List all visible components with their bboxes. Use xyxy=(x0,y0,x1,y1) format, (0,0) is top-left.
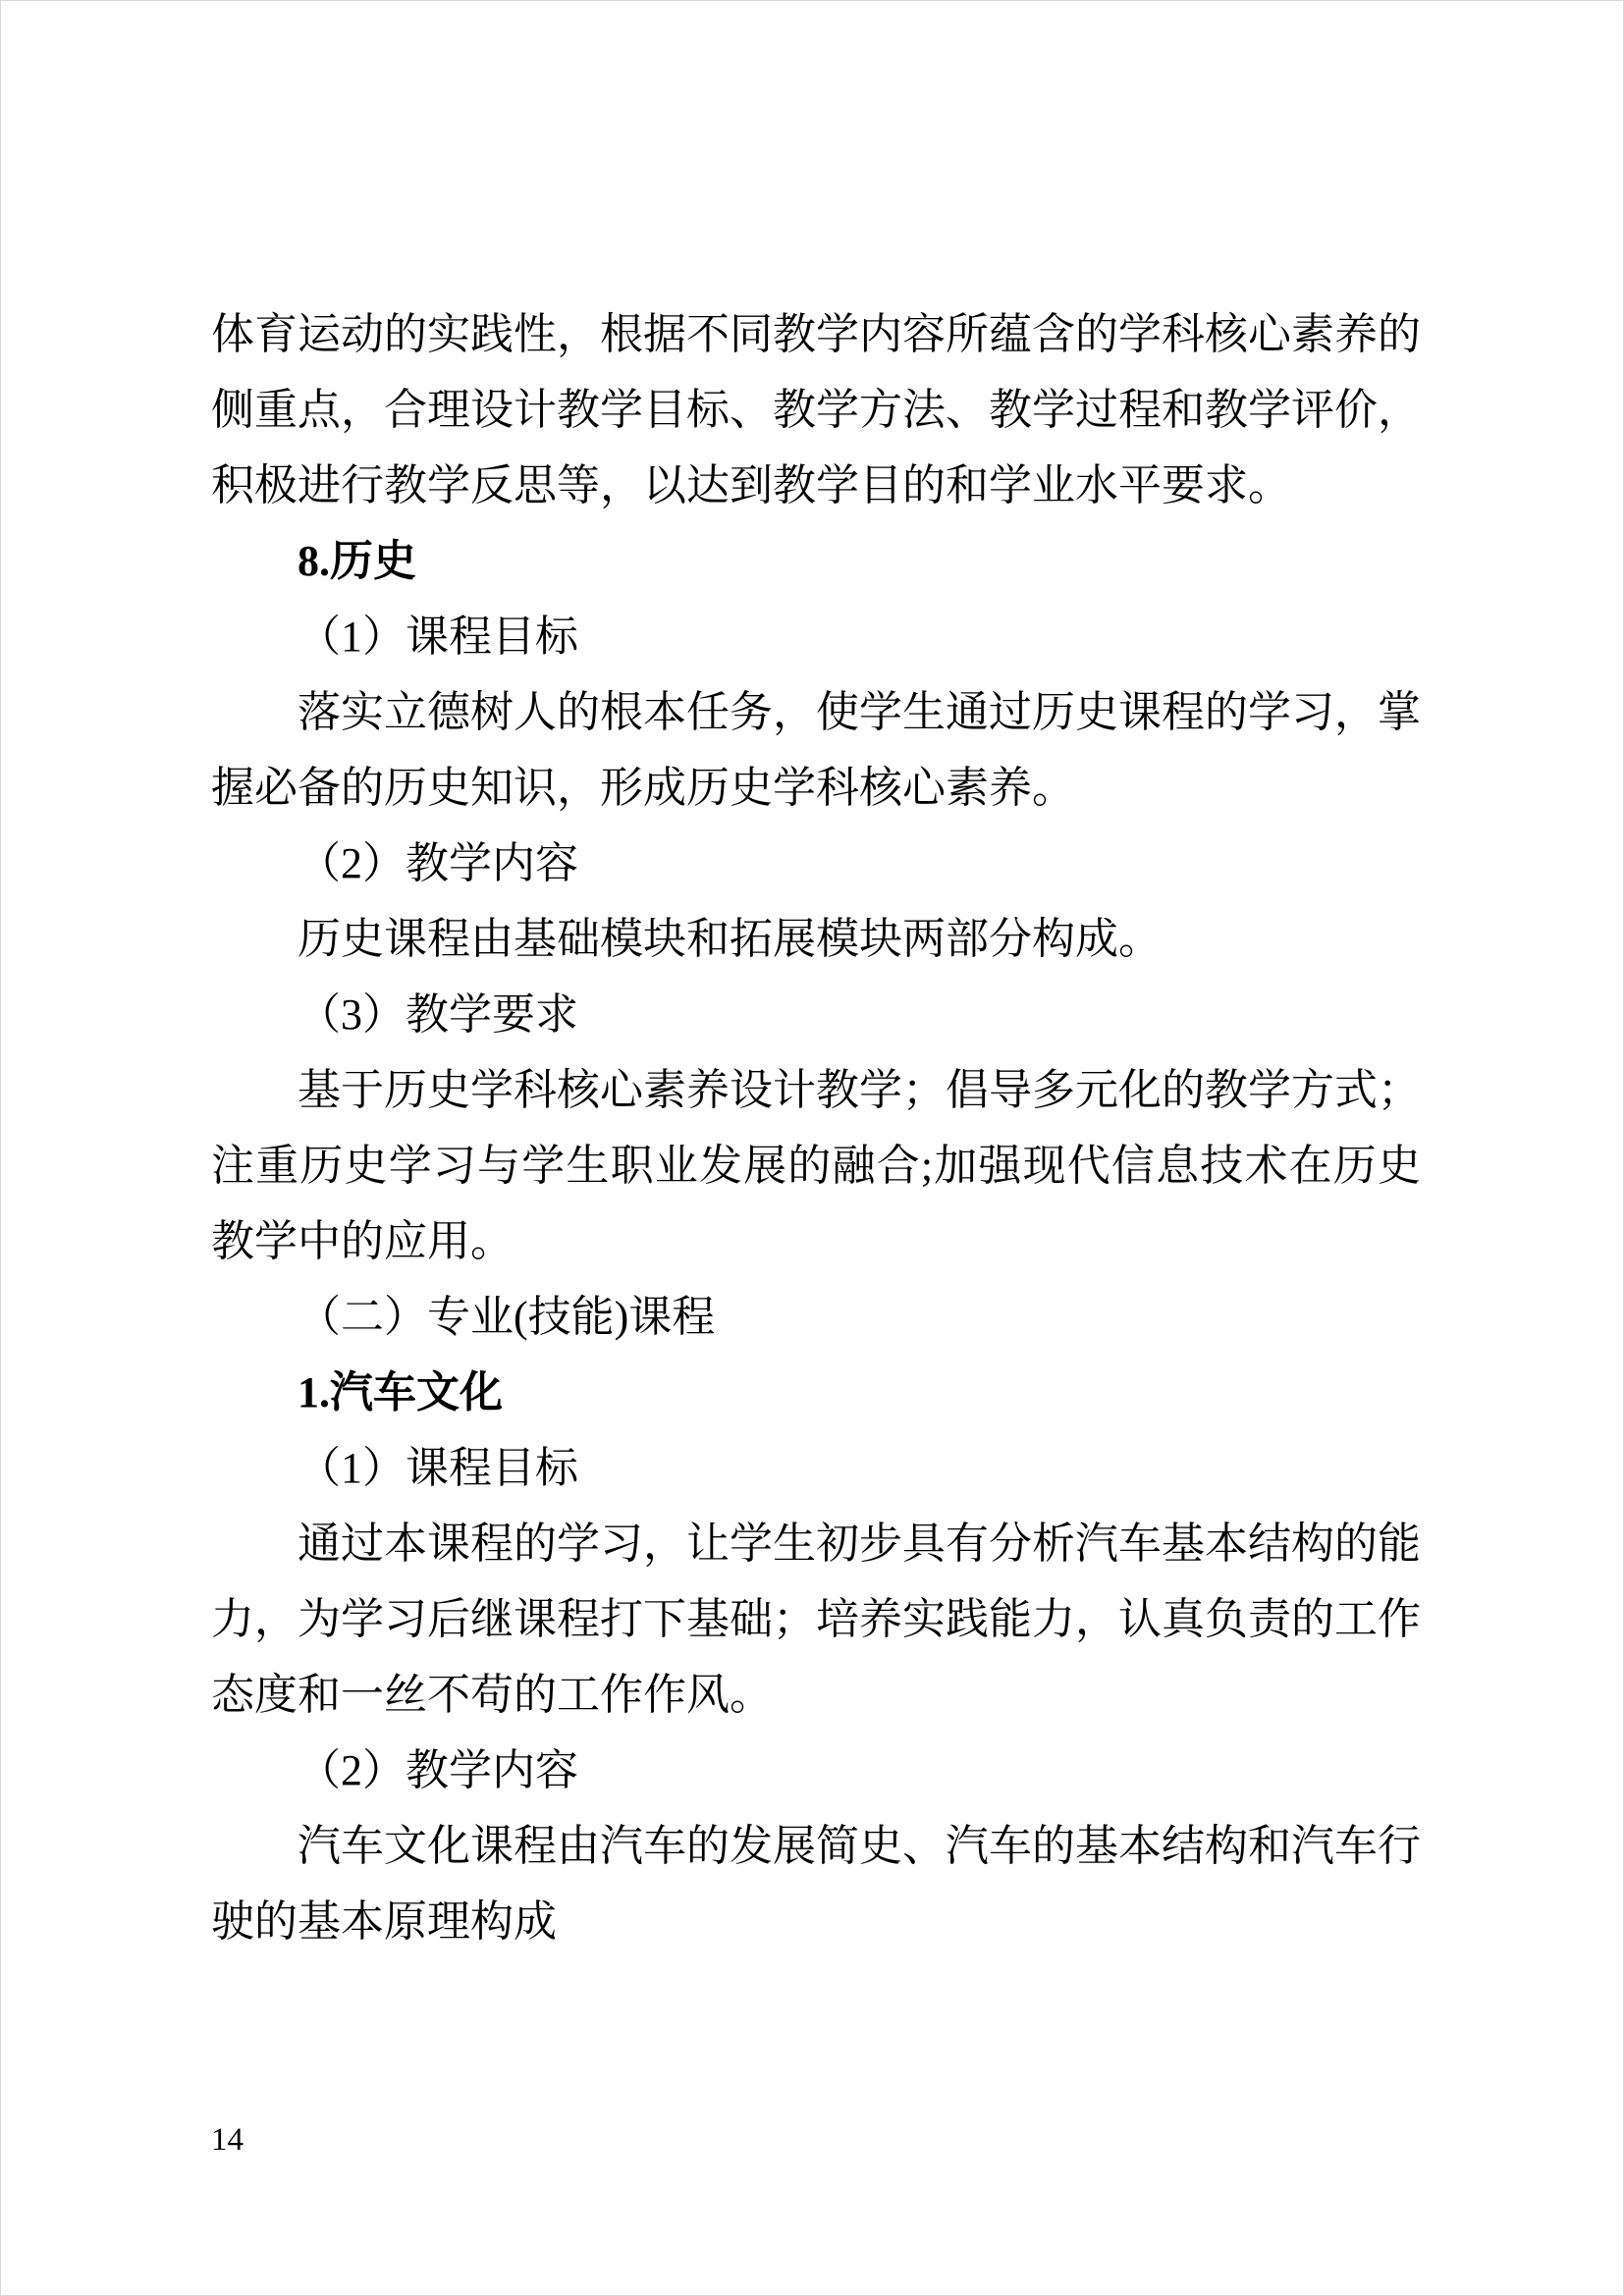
paragraph-history-content: 历史课程由基础模块和拓展模块两部分构成。 xyxy=(298,915,1162,963)
heading-history: 8.历史 xyxy=(298,537,416,585)
subheading-course-objectives-auto: （1）课程目标 xyxy=(298,1444,578,1492)
subheading-teaching-content-auto: （2）教学内容 xyxy=(298,1746,578,1794)
subheading-professional-skill-courses: （二）专业(技能)课程 xyxy=(298,1293,716,1341)
paragraph-history-objectives: 落实立德树人的根本任务，使学生通过历史课程的学习，掌握必备的历史知识，形成历史学科核心素养。 xyxy=(211,688,1421,812)
paragraph-auto-objectives: 通过本课程的学习，让学生初步具有分析汽车基本结构的能力，为学习后继课程打下基础；培养实践能力，认真负责的工作态度和一丝不苟的工作作风。 xyxy=(211,1520,1421,1719)
subheading-teaching-content-history: （2）教学内容 xyxy=(298,839,578,887)
paragraph-auto-content: 汽车文化课程由汽车的发展简史、汽车的基本结构和汽车行驶的基本原理构成 xyxy=(211,1822,1421,1946)
document-body xyxy=(211,296,1421,1959)
paragraph-history-requirements: 基于历史学科核心素养设计教学；倡导多元化的教学方式；注重历史学习与学生职业发展的融合;加强现代信息技术在历史教学中的应用。 xyxy=(211,1066,1421,1265)
subheading-teaching-requirements-history: （3）教学要求 xyxy=(298,990,578,1039)
subheading-course-objectives-history: （1）课程目标 xyxy=(298,613,578,661)
heading-automobile-culture: 1.汽车文化 xyxy=(298,1368,503,1416)
page-number: 14 xyxy=(211,2122,244,2158)
paragraph-sports-teaching: 体育运动的实践性，根据不同教学内容所蕴含的学科核心素养的侧重点，合理设计教学目标、教学方法、教学过程和教学评价，积极进行教学反思等，以达到教学目的和学业水平要求。 xyxy=(211,310,1421,509)
